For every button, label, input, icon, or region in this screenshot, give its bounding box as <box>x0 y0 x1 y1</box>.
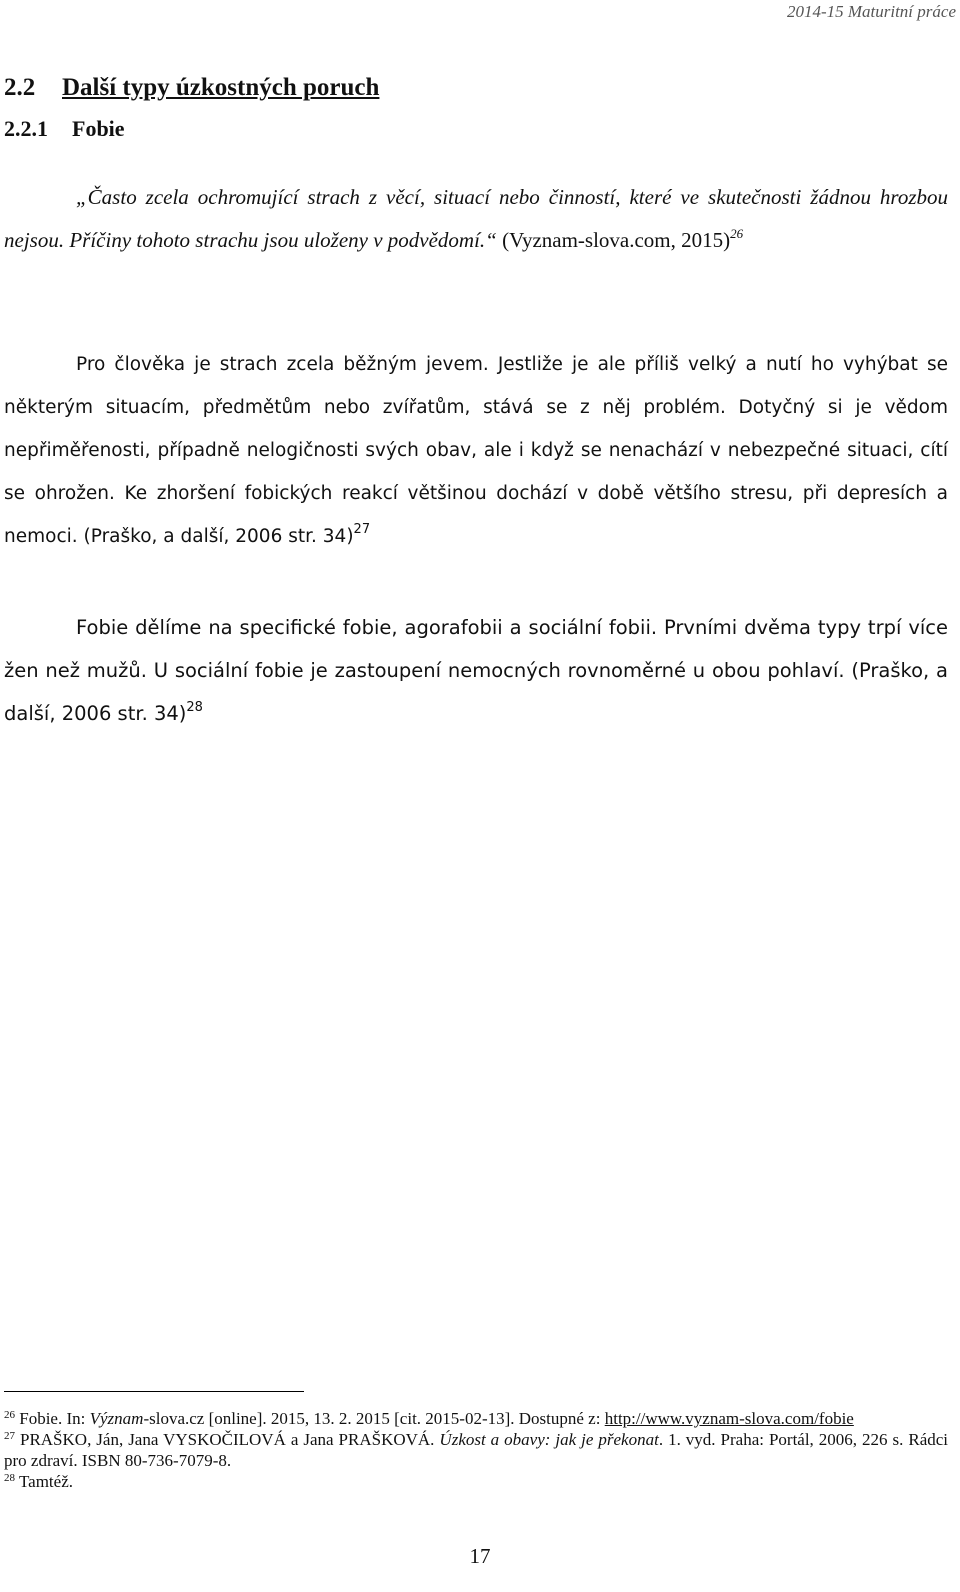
footnote-link[interactable]: http://www.vyznam-slova.com/fobie <box>604 1409 854 1428</box>
footnote-number: 28 <box>4 1472 15 1484</box>
page-number: 17 <box>469 1544 491 1568</box>
quote-reference: (Vyznam-slova.com, 2015) <box>496 228 731 252</box>
footnote-text: . 1. vyd. Praha: Portál, 2006, 226 s. Rádci pro zdraví. ISBN 80-736-7079-8. <box>4 1430 949 1470</box>
footnote-italic: Úzkost a obavy: jak je překonat <box>439 1430 659 1449</box>
paragraph-2-text: Fobie dělíme na specifické fobie, agorafobii a sociální fobii. Prvními dvěma typy trpí více žen než mužů. U sociální fobie je zastoupení nemocných rovnoměrné u obou pohlaví. (Praško, a další, 2006 str. 34) <box>4 616 948 725</box>
quote-text: „Často zcela ochromující strach z věcí, situací nebo činností, které ve skutečnosti žádnou hrozbou nejsou. Příčiny tohoto strachu jsou uloženy v podvědomí.“ <box>4 185 948 252</box>
subsection-number: 2.2.1 <box>4 116 48 141</box>
footnote-ref-28: 28 <box>186 700 203 715</box>
paragraph-1 <box>4 343 948 558</box>
quote-paragraph <box>4 176 948 262</box>
subsection-heading <box>4 116 125 142</box>
subsection-title: Fobie <box>72 116 125 141</box>
footnote-26 <box>4 1408 948 1429</box>
footnote-28 <box>4 1471 948 1492</box>
footnote-ref-26: 26 <box>730 226 744 241</box>
paragraph-1-text: Pro člověka je strach zcela běžným jevem. Jestliže je ale příliš velký a nutí ho vyhýbat se některým situacím, předmětům nebo zvířatům, stává se z něj problém. Dotyčný si je vědom nepřiměřenosti, případně nelogičnosti svých obav, ale i když se nenachází v nebezpečné situaci, cítí se ohrožen. Ke zhoršení fobických reakcí většinou dochází v době většího stresu, při depresích a nemoci. (Praško, a další, 2006 str. 34) <box>4 354 948 547</box>
footnote-ref-27: 27 <box>353 522 371 537</box>
paragraph-2 <box>4 606 948 735</box>
footnote-italic: Význam <box>89 1409 144 1428</box>
section-title: Další typy úzkostných poruch <box>62 74 380 101</box>
footnote-text: -slova.cz [online]. 2015, 13. 2. 2015 [cit. 2015-02-13]. Dostupné z: <box>143 1409 605 1428</box>
footnote-text: Tamtéž. <box>18 1472 73 1491</box>
running-header: 2014-15 Maturitní práce <box>786 2 956 21</box>
footnote-text: PRAŠKO, Ján, Jana VYSKOČILOVÁ a Jana PRAŠKOVÁ. <box>19 1430 440 1449</box>
footnote-separator <box>4 1391 304 1392</box>
section-heading <box>4 74 379 102</box>
footnote-text: Fobie. In: <box>19 1409 90 1428</box>
footnote-number: 27 <box>4 1430 15 1442</box>
footnote-number: 26 <box>4 1409 15 1421</box>
section-number: 2.2 <box>4 74 36 101</box>
footnotes <box>4 1408 948 1492</box>
footnote-27 <box>4 1429 948 1471</box>
